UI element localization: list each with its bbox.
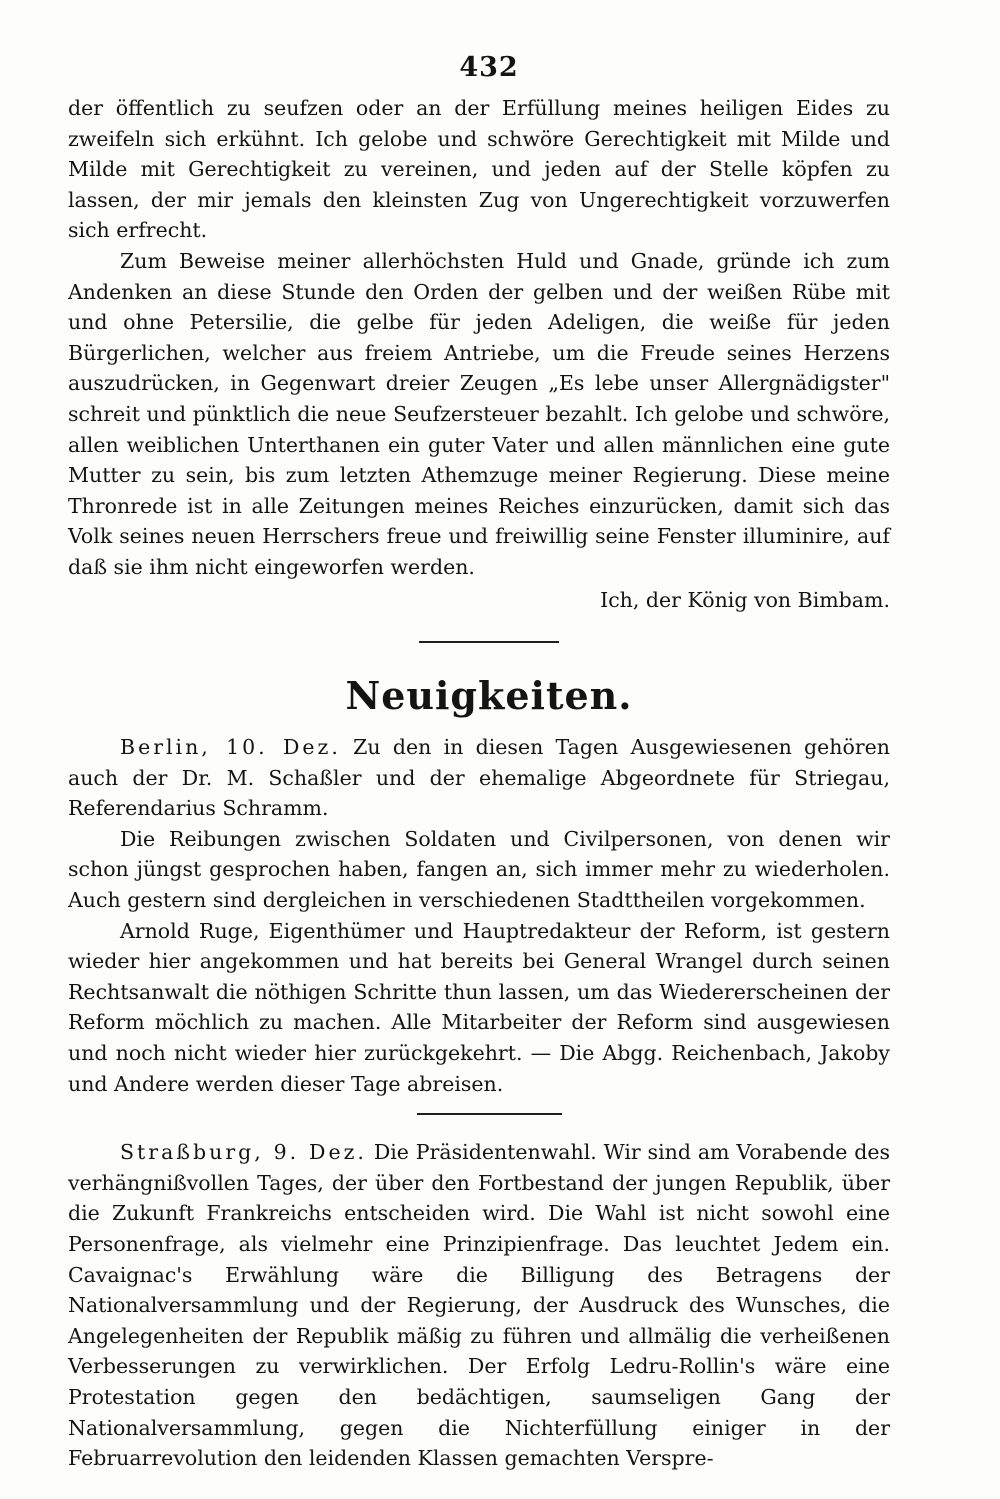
decree-section xyxy=(68,93,890,615)
berlin-paragraph-2: Die Reibungen zwischen Soldaten und Civilpersonen, von denen wir schon jüngst gesprochen haben, fangen an, sich immer mehr zu wiederholen. Auch gestern sind dergleichen in verschiedenen Stadttheilen vorgekommen. xyxy=(68,826,890,913)
news-item-strassburg xyxy=(68,1137,890,1474)
strassburg-dateline: Straßburg, 9. Dez. xyxy=(120,1140,367,1165)
section-divider xyxy=(419,641,559,643)
berlin-paragraph-3: Arnold Ruge, Eigenthümer und Hauptredakteur der Reform, ist gestern wieder hier angekommen und hat bereits bei General Wrangel durch seinen Rechtsanwalt die nöthigen Schritte thun lassen, um das Wiedererscheinen der Reform möchlich zu machen. Alle Mitarbeiter der Reform sind ausgewiesen und noch nicht wieder hier zurückgekehrt. — Die Abgg. Reichenbach, Jakoby und Andere werden dieser Tage abreisen. xyxy=(68,918,890,1096)
article-divider xyxy=(417,1113,562,1115)
decree-paragraph-1: der öffentlich zu seufzen oder an der Erfüllung meines heiligen Eides zu zweifeln sich erkühnt. Ich gelobe und schwöre Gerechtigkeit mit Milde und Milde mit Gerechtigkeit zu vereinen, und jeden auf der Stelle köpfen zu lassen, der mir jemals den kleinsten Zug von Ungerechtigkeit vorzuwerfen sich erfrecht. xyxy=(68,96,890,243)
news-heading: Neuigkeiten. xyxy=(345,673,633,719)
strassburg-paragraph-1 xyxy=(68,1137,890,1474)
news-section xyxy=(68,673,890,1474)
decree-signature: Ich, der König von Bimbam. xyxy=(600,587,890,612)
berlin-paragraph-1 xyxy=(68,732,890,824)
decree-paragraph-2: Zum Beweise meiner allerhöchsten Huld und Gnade, gründe ich zum Andenken an diese Stunde den Orden der gelben und der weißen Rübe mit und ohne Petersilie, die gelbe für jeden Adeligen, die weiße für jeden Bürgerlichen, welcher aus freiem Antriebe, um die Freude seines Herzens auszudrücken, in Gegenwart dreier Zeugen „Es lebe unser Allergnädigster" schreit und pünktlich die neue Seufzersteuer bezahlt. Ich gelobe und schwöre, allen weiblichen Unterthanen ein guter Vater und allen männlichen eine gute Mutter zu sein, bis zum letzten Athemzuge meiner Regierung. Diese meine Thronrede ist in alle Zeitungen meines Reiches einzurücken, damit sich das Volk seines neuen Herrschers freue und freiwillig seine Fenster illuminire, auf daß sie ihm nicht eingeworfen werden. xyxy=(68,248,890,579)
berlin-paragraph-1-text: Zu den in diesen Tagen Ausgewiesenen gehören auch der Dr. M. Schaßler und der ehemalige Abgeordnete für Striegau, Referendarius Schramm. xyxy=(68,735,890,821)
news-item-berlin xyxy=(68,732,890,1099)
berlin-dateline: Berlin, 10. Dez. xyxy=(120,735,341,760)
strassburg-paragraph-1-text: Die Präsidentenwahl. Wir sind am Vorabende des verhängnißvollen Tages, der über den Fortbestand der jungen Republik, über die Zukunft Frankreichs entscheiden wird. Die Wahl ist nicht sowohl eine Personenfrage, als vielmehr eine Prinzipienfrage. Das leuchtet Jedem ein. Cavaignac's Erwählung wäre die Billigung des Betragens der Nationalversammlung und der Regierung, der Ausdruck des Wunsches, die Angelegenheiten der Republik mäßig zu führen und allmälig die verheißenen Verbesserungen zu verwirklichen. Der Erfolg Ledru-Rollin's wäre eine Protestation gegen den bedächtigen, saumseligen Gang der Nationalversammlung, gegen die Nichterfüllung einiger in der Februarrevolution den leidenden Klassen gemachten Verspre- xyxy=(68,1140,890,1471)
page-number: 432 xyxy=(459,52,519,83)
